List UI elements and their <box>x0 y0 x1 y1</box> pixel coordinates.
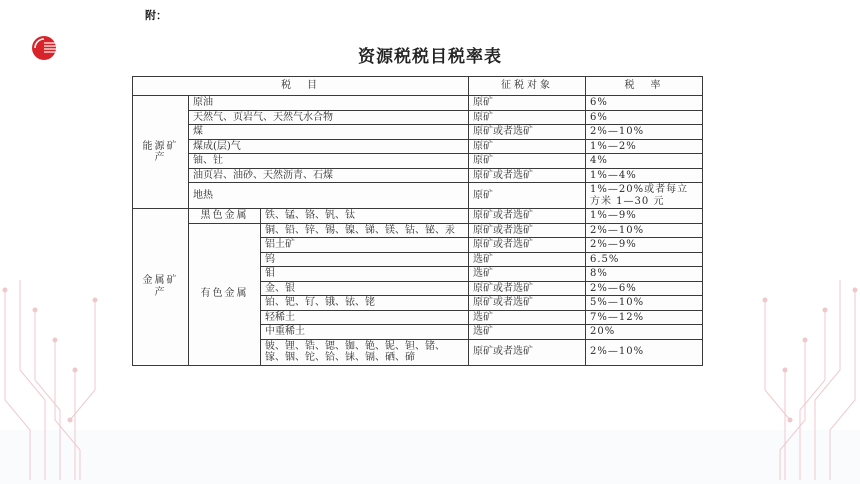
object-cell: 原矿 <box>469 154 586 169</box>
object-cell: 原矿或者选矿 <box>469 223 586 238</box>
object-cell: 原矿或者选矿 <box>469 281 586 296</box>
object-cell: 选矿 <box>469 310 586 325</box>
rate-cell: 6.5% <box>586 252 703 267</box>
object-cell: 原矿或者选矿 <box>469 209 586 224</box>
table-row <box>133 154 703 169</box>
table-row <box>133 96 703 111</box>
document-title: 资源税税目税率表 <box>358 47 502 67</box>
item-cell: 煤成(层)气 <box>189 139 469 154</box>
item-cell: 钼 <box>261 267 469 282</box>
item-cell: 中重稀土 <box>261 325 469 340</box>
column-header-rate: 税 率 <box>586 77 703 96</box>
item-cell: 铁、锰、铬、钒、钛 <box>261 209 469 224</box>
object-cell: 原矿或者选矿 <box>469 296 586 311</box>
rate-cell: 1%—4% <box>586 168 703 183</box>
object-cell: 原矿 <box>469 96 586 111</box>
object-cell: 原矿 <box>469 183 586 209</box>
item-cell: 铝土矿 <box>261 238 469 253</box>
object-cell: 选矿 <box>469 267 586 282</box>
item-cell: 铜、铅、锌、锡、镍、锑、镁、钴、铋、汞 <box>261 223 469 238</box>
circuit-decoration-left <box>0 280 110 480</box>
column-header-item: 税 目 <box>133 77 469 96</box>
item-cell: 铀、钍 <box>189 154 469 169</box>
slide-bottom-band <box>0 430 860 484</box>
item-cell: 金、银 <box>261 281 469 296</box>
object-cell: 原矿 <box>469 110 586 125</box>
table-row <box>133 223 703 238</box>
table-row <box>133 110 703 125</box>
item-cell: 轻稀土 <box>261 310 469 325</box>
category-cell: 金属矿产 <box>133 209 189 366</box>
rate-cell: 5%—10% <box>586 296 703 311</box>
rate-cell: 6% <box>586 96 703 111</box>
rate-cell: 2%—10% <box>586 223 703 238</box>
category-cell: 能源矿产 <box>133 96 189 209</box>
rate-cell: 7%—12% <box>586 310 703 325</box>
item-cell: 钨 <box>261 252 469 267</box>
table-row <box>133 168 703 183</box>
object-cell: 原矿或者选矿 <box>469 339 586 365</box>
rate-cell: 8% <box>586 267 703 282</box>
object-cell: 原矿或者选矿 <box>469 238 586 253</box>
rate-cell: 2%—10% <box>586 339 703 365</box>
table-row <box>133 139 703 154</box>
table-row <box>133 183 703 209</box>
item-cell: 铍、锂、锆、锶、铷、铯、铌、钽、锗、镓、铟、铊、铪、铼、镉、硒、碲 <box>261 339 469 365</box>
object-cell: 原矿或者选矿 <box>469 168 586 183</box>
rate-cell: 20% <box>586 325 703 340</box>
subcategory-cell: 有色金属 <box>189 223 261 365</box>
object-cell: 原矿或者选矿 <box>469 125 586 140</box>
rate-cell: 4% <box>586 154 703 169</box>
subcategory-cell: 黑色金属 <box>189 209 261 224</box>
item-cell: 原油 <box>189 96 469 111</box>
rate-cell: 2%—10% <box>586 125 703 140</box>
item-cell: 油页岩、油砂、天然沥青、石煤 <box>189 168 469 183</box>
rate-cell: 1%—20%或者每立方米 1—30 元 <box>586 183 703 209</box>
object-cell: 选矿 <box>469 252 586 267</box>
item-cell: 天然气、页岩气、天然气水合物 <box>189 110 469 125</box>
rate-cell: 2%—9% <box>586 238 703 253</box>
column-header-object: 征税对象 <box>469 77 586 96</box>
rate-cell: 2%—6% <box>586 281 703 296</box>
circuit-decoration-right <box>750 280 860 480</box>
table-header-row <box>133 77 703 96</box>
object-cell: 选矿 <box>469 325 586 340</box>
rate-cell: 6% <box>586 110 703 125</box>
rate-cell: 1%—2% <box>586 139 703 154</box>
appendix-label: 附： <box>145 9 167 22</box>
item-cell: 煤 <box>189 125 469 140</box>
rate-cell: 1%—9% <box>586 209 703 224</box>
object-cell: 原矿 <box>469 139 586 154</box>
table-row <box>133 125 703 140</box>
tax-rate-table <box>132 76 703 366</box>
table-row <box>133 209 703 224</box>
item-cell: 地热 <box>189 183 469 209</box>
item-cell: 铂、钯、钌、锇、铱、铑 <box>261 296 469 311</box>
